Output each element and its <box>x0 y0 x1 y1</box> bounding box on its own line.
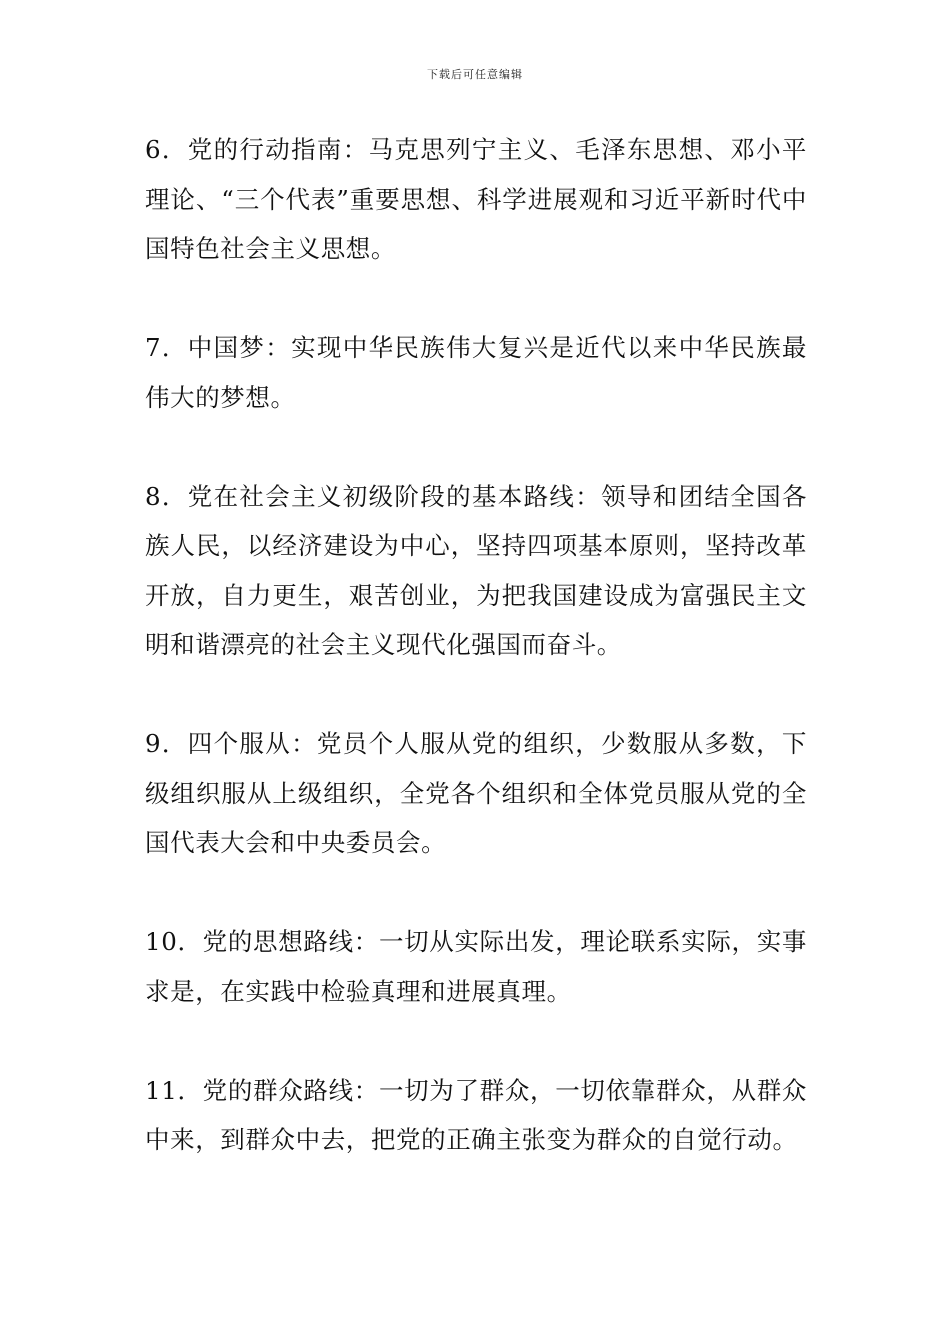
paragraph-item-10: 10．党的思想路线：一切从实际出发，理论联系实际，实事求是，在实践中检验真理和进展真理。 <box>145 927 807 1006</box>
paragraph-item-11: 11．党的群众路线：一切为了群众，一切依靠群众，从群众中来，到群众中去，把党的正确主张变为群众的自觉行动。 <box>145 1075 807 1154</box>
page-header-note: 下载后可任意编辑 <box>427 68 523 81</box>
paragraph-item-7: 7．中国梦：实现中华民族伟大复兴是近代以来中华民族最伟大的梦想。 <box>145 333 807 412</box>
paragraph-item-9: 9．四个服从：党员个人服从党的组织，少数服从多数，下级组织服从上级组织，全党各个组织和全体党员服从党的全国代表大会和中央委员会。 <box>145 729 807 857</box>
document-body <box>145 125 807 1214</box>
paragraph-item-6: 6．党的行动指南：马克思列宁主义、毛泽东思想、邓小平理论、“三个代表”重要思想、科学进展观和习近平新时代中国特色社会主义思想。 <box>145 135 807 263</box>
paragraph-item-8: 8．党在社会主义初级阶段的基本路线：领导和团结全国各族人民，以经济建设为中心，坚持四项基本原则，坚持改革开放，自力更生，艰苦创业，为把我国建设成为富强民主文明和谐漂亮的社会主义现代化强国而奋斗。 <box>145 481 807 659</box>
